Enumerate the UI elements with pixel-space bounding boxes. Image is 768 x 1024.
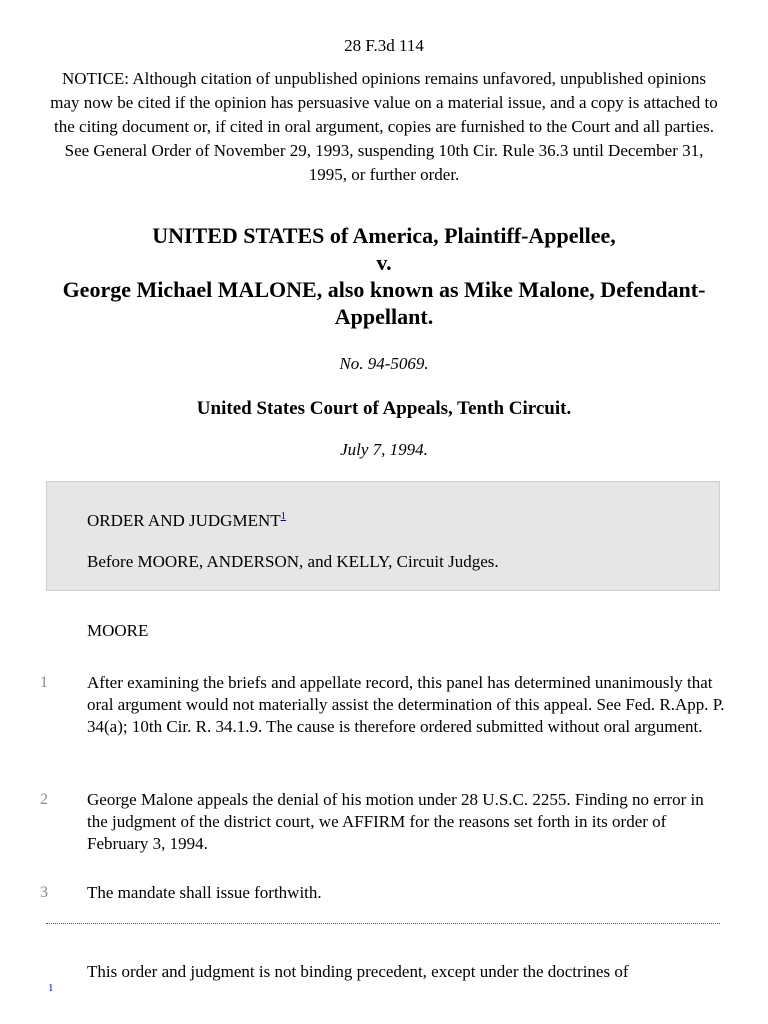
paragraph-number: 3 bbox=[40, 884, 48, 901]
case-caption bbox=[48, 222, 720, 330]
paragraph-text: George Malone appeals the denial of his motion under 28 U.S.C. 2255. Finding no error in the judgment of the district court, we AFFIRM for the reasons set forth in its order of February 3, 1994. bbox=[87, 790, 704, 853]
opinion-author: MOORE bbox=[87, 621, 149, 640]
court-name: United States Court of Appeals, Tenth Circuit. bbox=[196, 398, 572, 419]
paragraph-text: The mandate shall issue forthwith. bbox=[87, 883, 322, 902]
footnote-backlink[interactable]: 1 bbox=[48, 982, 54, 994]
footnote-divider bbox=[46, 923, 720, 924]
publication-notice: NOTICE: Although citation of unpublished opinions remains unfavored, unpublished opinions may now be cited if the opinion has persuasive value on a material issue, and a copy is attached to the citing document or, if cited in oral argument, copies are furnished to the Court and all parties. See General Order of November 29, 1993, suspending 10th Cir. Rule 36.3 until December 31, 1995, or further order. bbox=[50, 69, 718, 184]
order-title bbox=[87, 510, 286, 532]
reporter-citation: 28 F.3d 114 bbox=[344, 36, 424, 55]
order-header-box bbox=[46, 481, 720, 591]
footnote-superscript[interactable] bbox=[281, 510, 287, 522]
paragraph-number: 2 bbox=[40, 791, 48, 808]
paragraph-text: After examining the briefs and appellate record, this panel has determined unanimously that oral argument would not materially assist the determination of this appeal. See Fed. R.App. P. 34(a); 10th Cir. R. 34.1.9. The cause is therefore ordered submitted without oral argument. bbox=[87, 673, 725, 736]
footnote-text: This order and judgment is not binding precedent, except under the doctrines of bbox=[87, 962, 629, 981]
defendant-line: George Michael MALONE, also known as Mike Malone, Defendant-Appellant. bbox=[62, 277, 706, 329]
order-title-text: ORDER AND JUDGMENT bbox=[87, 511, 281, 530]
versus-line: v. bbox=[376, 250, 392, 275]
paragraph-number: 1 bbox=[40, 674, 48, 691]
plaintiff-line: UNITED STATES of America, Plaintiff-Appellee, bbox=[152, 223, 616, 248]
footnote-link[interactable]: 1 bbox=[280, 510, 287, 522]
decision-date: July 7, 1994. bbox=[340, 440, 428, 459]
docket-number: No. 94-5069. bbox=[339, 354, 429, 373]
panel-judges: Before MOORE, ANDERSON, and KELLY, Circuit Judges. bbox=[87, 552, 499, 571]
